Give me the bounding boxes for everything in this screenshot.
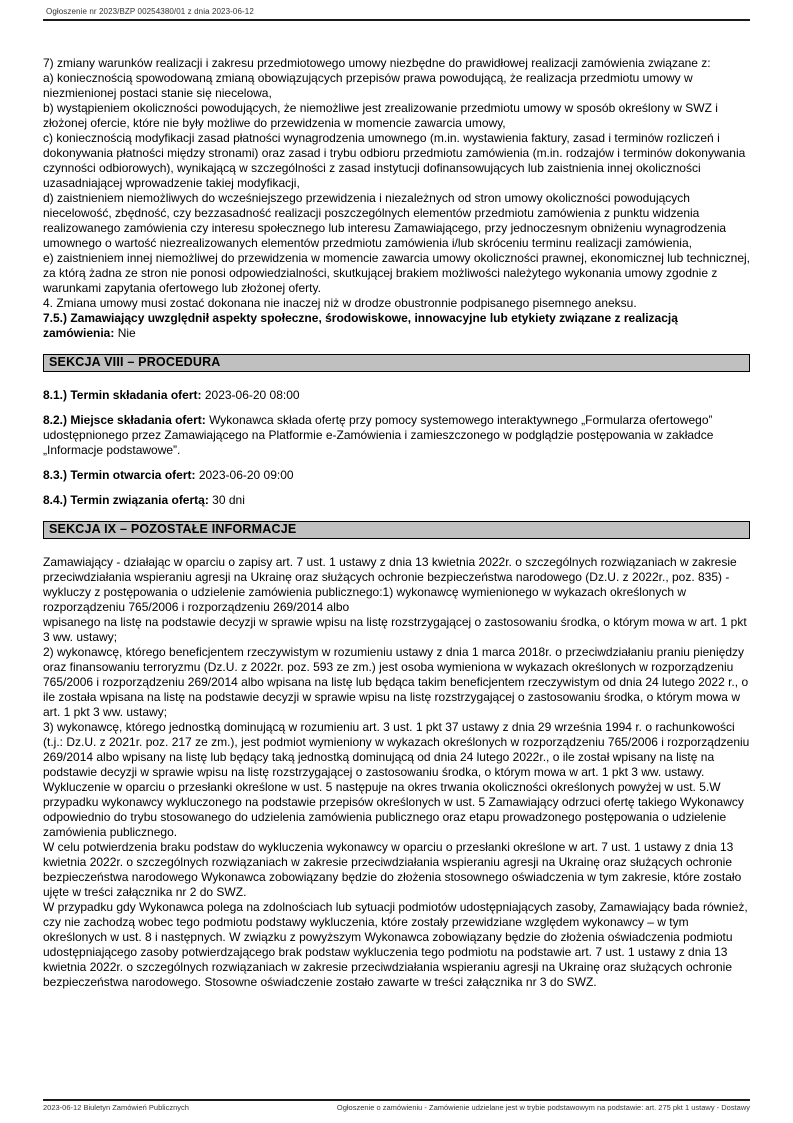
exclusion-paragraph-4: 3) wykonawcę, którego jednostką dominującą w rozumieniu art. 3 ust. 1 pkt 37 ustawy z dnia 29 września 1994 r. o rachunkowości (t.j.: Dz.U. z 2021r. poz. 217 ze zm.), jest podmiot wymieniony w wykazach określonych w rozporządzeniu 765/2006 i rozporządzeniu 269/2014 albo wpisany na listę lub będący taką jednostką dominującą od dnia 24 lutego 2022r., o ile został wpisany na listę na podstawie decyzji w sprawie wpisu na listę rozstrzygającej o zastosowaniu środka, o którym mowa w art. 1 pkt 3 ww. ustawy. <box>43 720 750 779</box>
exclusion-paragraph-3: 2) wykonawcę, którego beneficjentem rzeczywistym w rozumieniu ustawy z dnia 1 marca 2018r. o przeciwdziałaniu praniu pieniędzy oraz finansowaniu terroryzmu (Dz.U. z 2022r. poz. 593 ze zm.) jest osoba wymieniona w wykazach określonych w rozporządzeniu 765/2006 i rozporządzeniu 269/2014 albo wpisana na listę lub będąca takim beneficjentem rzeczywistym od dnia 24 lutego 2022 r., o ile została wpisana na listę na podstawie decyzji w sprawie wpisu na listę rozstrzygającej o zastosowaniu środka, o którym mowa w art. 1 pkt 3 ww. ustawy; <box>43 645 749 719</box>
section-viii-header <box>43 354 750 372</box>
header-divider <box>43 19 750 21</box>
clause-line-c: c) koniecznością modyfikacji zasad płatności wynagrodzenia umownego (m.in. wystawienia faktury, zasad i terminów rozliczeń i dokonywania płatności między stronami) oraz zasad i trybu odbioru przedmiotu zamówienia (m.in. rodzajów i terminów dokonywania czynności odbiorowych), wynikającą w szczególności z zasad instytucji dofinansowujących lub zaistnienia innej okoliczności uzasadniającej wprowadzenie takiej modyfikacji, <box>43 131 746 190</box>
exclusion-paragraph-6: W celu potwierdzenia braku podstaw do wykluczenia wykonawcy w oparciu o przesłanki określone w art. 7 ust. 1 ustawy z dnia 13 kwietnia 2022r. o szczególnych rozwiązaniach w zakresie przeciwdziałania wspieraniu agresji na Ukrainę oraz służących ochronie bezpieczeństwa narodowego Wykonawca zobowiązany będzie do złożenia stosownego oświadczenia w tym zakresie, które zostało ujęte w treści załącznika nr 2 do SWZ. <box>43 840 742 899</box>
footer-divider <box>43 1099 750 1101</box>
offers-opening-item <box>43 468 750 483</box>
offers-deadline-value: 2023-06-20 08:00 <box>204 388 300 402</box>
offers-place-label: 8.2.) Miejsce składania ofert: <box>43 413 206 427</box>
exclusion-paragraph-5: Wykluczenie w oparciu o przesłanki określone w ust. 5 następuje na okres trwania okoliczności określonych powyżej w ust. 5.W przypadku wykonawcy wykluczonego na podstawie przepisów określonych w ust. 5 Zamawiający odrzuci ofertę takiego Wykonawcy odpowiednio do trybu stosowanego do udzielenia zamówienia publicznego oraz etapu prowadzonego postępowania o udzielenie zamówienia publicznego. <box>43 780 744 839</box>
offers-opening-value: 2023-06-20 09:00 <box>198 468 294 482</box>
clause-line-4: 4. Zmiana umowy musi zostać dokonana nie inaczej niż w drodze obustronnie podpisanego pisemnego aneksu. <box>43 296 637 310</box>
document-content <box>43 56 750 990</box>
exclusion-paragraph-1: Zamawiający - działając w oparciu o zapisy art. 7 ust. 1 ustawy z dnia 13 kwietnia 2022r. o szczególnych rozwiązaniach w zakresie przeciwdziałania wspieraniu agresji na Ukrainę oraz służących ochronie bezpieczeństwa narodowego (Dz.U. z 2022r., poz. 835) - wykluczy z postępowania o udzielenie zamówienia publicznego:1) wykonawcę wymienionego w wykazach określonych w rozporządzeniu 765/2006 i rozporządzeniu 269/2014 albo <box>43 555 737 614</box>
aspects-paragraph <box>43 311 750 341</box>
footer-row <box>43 1103 750 1112</box>
announcement-number: Ogłoszenie nr 2023/BZP 00254380/01 z dnia 2023-06-12 <box>46 7 254 16</box>
offers-deadline-item <box>43 388 750 403</box>
section-ix-header <box>43 521 750 539</box>
offer-validity-item <box>43 493 750 508</box>
footer-bulletin-label: 2023-06-12 Biuletyn Zamówień Publicznych <box>43 1103 189 1112</box>
offer-validity-value: 30 dni <box>212 493 245 507</box>
footer-notice-type-label: Ogłoszenie o zamówieniu - Zamówienie udzielane jest w trybie podstawowym na podstawie: art. 275 pkt 1 ustawy - Dostawy <box>336 1103 750 1112</box>
additional-information-block <box>43 555 750 990</box>
offer-validity-label: 8.4.) Termin związania ofertą: <box>43 493 209 507</box>
document-header <box>43 7 750 19</box>
aspects-label: 7.5.) Zamawiający uwzględnił aspekty społeczne, środowiskowe, innowacyjne lub etykiety związane z realizacją zamówienia: <box>43 311 678 340</box>
section-ix-title: SEKCJA IX – POZOSTAŁE INFORMACJE <box>49 522 297 536</box>
offers-deadline-label: 8.1.) Termin składania ofert: <box>43 388 202 402</box>
clause-line-e: e) zaistnieniem innej niemożliwej do przewidzenia w momencie zawarcia umowy okoliczności prawnej, ekonomicznej lub technicznej, za którą żadna ze stron nie ponosi odpowiedzialności, skutkującej brakiem możliwości należytego wykonania umowy zgodnie z warunkami zapytania ofertowego lub złożonej oferty. <box>43 251 750 295</box>
clause-line-d: d) zaistnieniem niemożliwych do wcześniejszego przewidzenia i niezależnych od stron umowy okoliczności powodujących niecelowość, zbędność, czy bezzasadność realizacji poszczególnych elementów przedmiotu zamówienia z punktu widzenia realizowanego zamówienia czy interesu społecznego lub interesu Zamawiającego, przy jednoczesnym obniżeniu wynagrodzenia umownego o wartość niezrealizowanych elementów przedmiotu zamówienia i/lub skróceniu terminu realizacji zamówienia, <box>43 191 727 250</box>
exclusion-paragraph-7: W przypadku gdy Wykonawca polega na zdolnościach lub sytuacji podmiotów udostępniających zasoby, Zamawiający bada również, czy nie zachodzą wobec tego podmiotu podstawy wykluczenia, które zostały przewidziane względem wykonawcy – w tym określonych w ust. 8 i następnych. W związku z powyższym Wykonawca zobowiązany będzie do złożenia oświadczenia podmiotu udostępniającego zasoby potwierdzającego brak podstaw wykluczenia tego podmiotu na podstawie art. 7 ust. 1 ustawy z dnia 13 kwietnia 2022r. o szczególnych rozwiązaniach w zakresie przeciwdziałania wspieraniu agresji na Ukrainę oraz służących ochronie bezpieczeństwa narodowego. Stosowne oświadczenie zostało zawarte w treści załącznika nr 3 do SWZ. <box>43 900 748 989</box>
contract-amendments-block <box>43 56 750 311</box>
exclusion-paragraph-2: wpisanego na listę na podstawie decyzji w sprawie wpisu na listę rozstrzygającej o zastosowaniu środka, o którym mowa w art. 1 pkt 3 ww. ustawy; <box>43 615 747 644</box>
offers-place-item <box>43 413 750 458</box>
offers-place-value: Wykonawca składa ofertę przy pomocy systemowego interaktywnego „Formularza ofertowego” udostępnionego przez Zamawiającego na Platformie e-Zamówienia i zamieszczonego w podglądzie postępowania w zakładce „Informacje podstawowe”. <box>43 413 714 457</box>
section-viii-title: SEKCJA VIII – PROCEDURA <box>49 355 221 369</box>
aspects-value: Nie <box>117 326 136 340</box>
offers-opening-label: 8.3.) Termin otwarcia ofert: <box>43 468 196 482</box>
clause-line-a: a) koniecznością spowodowaną zmianą obowiązujących przepisów prawa powodującą, że realizacja przedmiotu umowy w niezmienionej postaci stanie się niecelowa, <box>43 71 693 100</box>
document-footer <box>43 1099 750 1112</box>
clause-line-7: 7) zmiany warunków realizacji i zakresu przedmiotowego umowy niezbędne do prawidłowej realizacji zamówienia związane z: <box>43 56 711 70</box>
clause-line-b: b) wystąpieniem okoliczności powodujących, że niemożliwe jest zrealizowanie przedmiotu umowy w sposób określony w SWZ i złożonej ofercie, które nie były możliwe do przewidzenia w momencie zawarcia umowy, <box>43 101 718 130</box>
